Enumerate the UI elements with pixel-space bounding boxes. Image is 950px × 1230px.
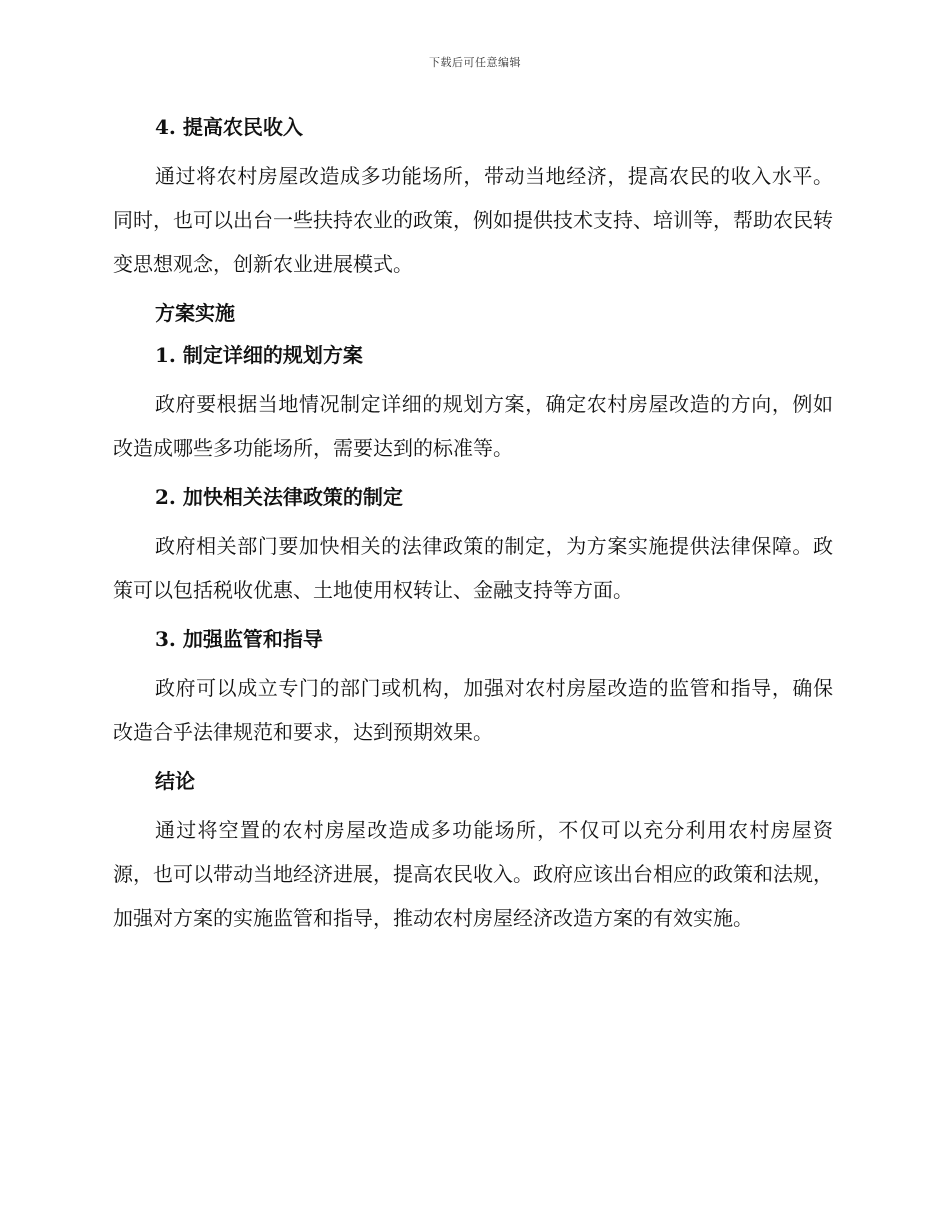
header-note: 下载后可任意编辑	[429, 56, 521, 69]
section-heading-supervision: 3. 加强监管和指导	[155, 627, 323, 651]
section-heading-legislation: 2. 加快相关法律政策的制定	[155, 485, 403, 509]
document-body	[113, 112, 833, 940]
section-heading-increase-income: 4. 提高农民收入	[155, 115, 303, 139]
section-paragraph-planning: 政府要根据当地情况制定详细的规划方案，确定农村房屋改造的方向，例如改造成哪些多功能场所，需要达到的标准等。	[113, 392, 833, 460]
section-heading-implementation: 方案实施	[155, 301, 235, 325]
section-heading-conclusion: 结论	[155, 769, 195, 793]
section-heading-planning: 1. 制定详细的规划方案	[155, 343, 363, 367]
section-paragraph-supervision: 政府可以成立专门的部门或机构，加强对农村房屋改造的监管和指导，确保改造合乎法律规范和要求，达到预期效果。	[113, 676, 833, 744]
section-paragraph-conclusion: 通过将空置的农村房屋改造成多功能场所，不仅可以充分利用农村房屋资源，也可以带动当地经济进展，提高农民收入。政府应该出台相应的政策和法规，加强对方案的实施监管和指导，推动农村房屋经济改造方案的有效实施。	[113, 818, 833, 930]
section-paragraph-increase-income: 通过将农村房屋改造成多功能场所，带动当地经济，提高农民的收入水平。同时，也可以出台一些扶持农业的政策，例如提供技术支持、培训等，帮助农民转变思想观念，创新农业进展模式。	[113, 164, 833, 276]
section-paragraph-legislation: 政府相关部门要加快相关的法律政策的制定，为方案实施提供法律保障。政策可以包括税收优惠、土地使用权转让、金融支持等方面。	[113, 534, 833, 602]
